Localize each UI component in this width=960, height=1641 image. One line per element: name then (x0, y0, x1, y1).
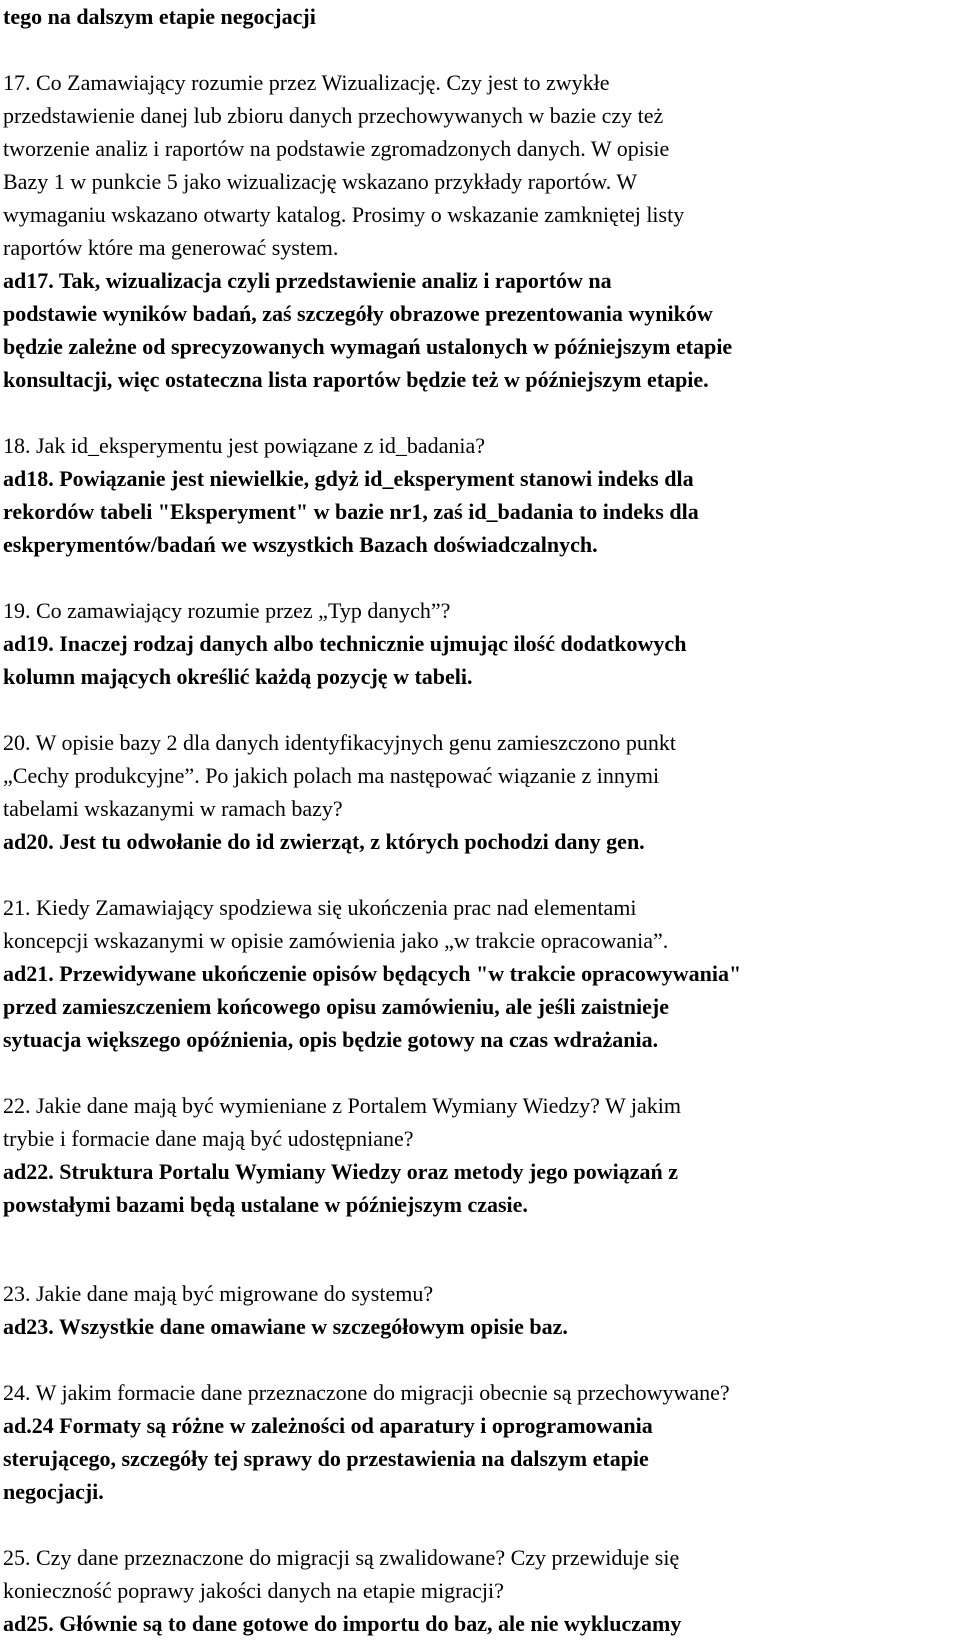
text-line: ad22. Struktura Portalu Wymiany Wiedzy oraz metody jego powiązań z (3, 1159, 679, 1184)
text-line: 25. Czy dane przeznaczone do migracji są zwalidowane? Czy przewiduje się (3, 1545, 680, 1570)
answer-18 (3, 462, 958, 561)
text-line: ad.24 Formaty są różne w zależności od aparatury i oprogramowania (3, 1413, 653, 1438)
text-line: wymaganiu wskazano otwarty katalog. Prosimy o wskazanie zamkniętej listy (3, 202, 685, 227)
question-23 (3, 1277, 958, 1310)
text-line: tabelami wskazanymi w ramach bazy? (3, 796, 343, 821)
answer-23 (3, 1310, 958, 1343)
text-line: 20. W opisie bazy 2 dla danych identyfikacyjnych genu zamieszczono punkt (3, 730, 677, 755)
question-17 (3, 66, 958, 264)
text-line: 17. Co Zamawiający rozumie przez Wizualizację. Czy jest to zwykłe (3, 70, 610, 95)
text-line: konsultacji, więc ostateczna lista raportów będzie też w późniejszym etapie. (3, 367, 709, 392)
text-line: trybie i formacie dane mają być udostępniane? (3, 1126, 414, 1151)
text-line: koncepcji wskazanymi w opisie zamówienia jako „w trakcie opracowania”. (3, 928, 669, 953)
text-line: przedstawienie danej lub zbioru danych przechowywanych w bazie czy też (3, 103, 664, 128)
answer-22 (3, 1155, 958, 1221)
text-line: 18. Jak id_eksperymentu jest powiązane z id_badania? (3, 433, 486, 458)
text-line: „Cechy produkcyjne”. Po jakich polach ma następować wiązanie z innymi (3, 763, 660, 788)
text-line: tego na dalszym etapie negocjacji (3, 4, 316, 29)
paragraph-gap (3, 33, 958, 66)
text-line: ad21. Przewidywane ukończenie opisów będących "w trakcie opracowywania" (3, 961, 742, 986)
text-line: 24. W jakim formacie dane przeznaczone do migracji obecnie są przechowywane? (3, 1380, 730, 1405)
paragraph-gap (3, 1221, 958, 1277)
intro-line (3, 0, 958, 33)
answer-20 (3, 825, 958, 858)
paragraph-gap (3, 858, 958, 891)
text-line: 19. Co zamawiający rozumie przez „Typ danych”? (3, 598, 451, 623)
text-line: tworzenie analiz i raportów na podstawie zgromadzonych danych. W opisie (3, 136, 670, 161)
text-line: kolumn mających określić każdą pozycję w tabeli. (3, 664, 473, 689)
question-18 (3, 429, 958, 462)
answer-19 (3, 627, 958, 693)
text-line: 23. Jakie dane mają być migrowane do systemu? (3, 1281, 434, 1306)
text-line: ad18. Powiązanie jest niewielkie, gdyż id_eksperyment stanowi indeks dla (3, 466, 694, 491)
text-line: sytuacja większego opóźnienia, opis będzie gotowy na czas wdrażania. (3, 1027, 659, 1052)
text-line: Bazy 1 w punkcie 5 jako wizualizację wskazano przykłady raportów. W (3, 169, 638, 194)
question-22 (3, 1089, 958, 1155)
question-21 (3, 891, 958, 957)
text-line: konieczność poprawy jakości danych na etapie migracji? (3, 1578, 504, 1603)
answer-17 (3, 264, 958, 396)
paragraph-gap (3, 1056, 958, 1089)
text-line: ad23. Wszystkie dane omawiane w szczegółowym opisie baz. (3, 1314, 568, 1339)
text-line: przed zamieszczeniem końcowego opisu zamówieniu, ale jeśli zaistnieje (3, 994, 669, 1019)
answer-21 (3, 957, 958, 1056)
paragraph-gap (3, 561, 958, 594)
text-line: eskperymentów/badań we wszystkich Bazach doświadczalnych. (3, 532, 598, 557)
paragraph-gap (3, 1343, 958, 1376)
text-line: 22. Jakie dane mają być wymieniane z Portalem Wymiany Wiedzy? W jakim (3, 1093, 681, 1118)
text-line: podstawie wyników badań, zaś szczegóły obrazowe prezentowania wyników (3, 301, 713, 326)
question-24 (3, 1376, 958, 1409)
text-line: raportów które ma generować system. (3, 235, 339, 260)
text-line: negocjacji. (3, 1479, 104, 1504)
text-line: ad19. Inaczej rodzaj danych albo technicznie ujmując ilość dodatkowych (3, 631, 687, 656)
question-19 (3, 594, 958, 627)
paragraph-gap (3, 693, 958, 726)
text-line: ad20. Jest tu odwołanie do id zwierząt, z których pochodzi dany gen. (3, 829, 645, 854)
text-line: rekordów tabeli "Eksperyment" w bazie nr1, zaś id_badania to indeks dla (3, 499, 699, 524)
document-page (3, 0, 958, 1640)
answer-24 (3, 1409, 958, 1508)
paragraph-gap (3, 1508, 958, 1541)
text-line: będzie zależne od sprecyzowanych wymagań ustalonych w późniejszym etapie (3, 334, 733, 359)
question-25 (3, 1541, 958, 1607)
text-line: powstałymi bazami będą ustalane w późniejszym czasie. (3, 1192, 528, 1217)
text-line: sterującego, szczegóły tej sprawy do przestawienia na dalszym etapie (3, 1446, 649, 1471)
text-line: ad17. Tak, wizualizacja czyli przedstawienie analiz i raportów na (3, 268, 612, 293)
answer-25 (3, 1607, 958, 1640)
text-line: 21. Kiedy Zamawiający spodziewa się ukończenia prac nad elementami (3, 895, 637, 920)
question-20 (3, 726, 958, 825)
text-line: ad25. Głównie są to dane gotowe do importu do baz, ale nie wykluczamy (3, 1611, 682, 1636)
paragraph-gap (3, 396, 958, 429)
